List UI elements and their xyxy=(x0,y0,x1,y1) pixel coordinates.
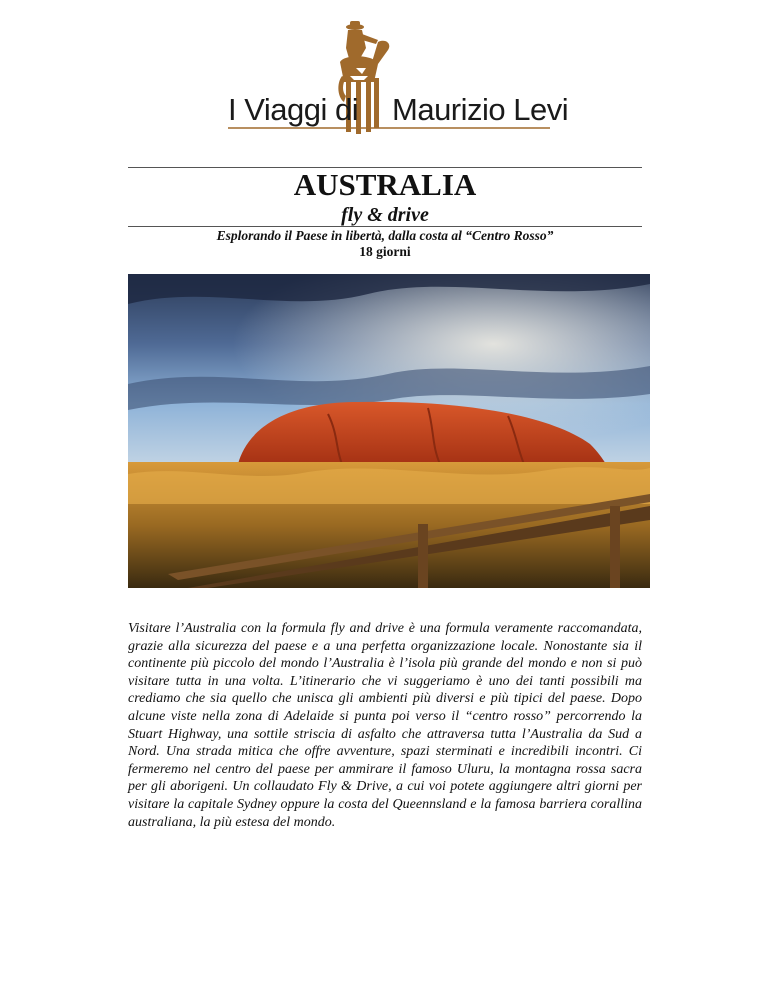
page-subtitle: fly & drive xyxy=(341,204,429,226)
logo-text-right: Maurizio Levi xyxy=(392,92,569,127)
uluru-photo xyxy=(128,274,650,588)
page-title: AUSTRALIA xyxy=(293,167,477,202)
logo-text-left: I Viaggi di xyxy=(228,92,359,127)
uluru-icon xyxy=(128,274,650,588)
tagline: Esplorando il Paese in libertà, dalla costa al “Centro Rosso” xyxy=(216,228,554,243)
subtitle-divider xyxy=(128,226,642,227)
intro-paragraph: Visitare l’Australia con la formula fly and drive è una formula veramente raccomandata, grazie alla sicurezza del paese e a una perfetta organizzazione locale. Nonostante sia il continente più piccolo del mondo l’Australia è l’isola più grande del mondo e non si può visitare tutta in una volta. L’itinerario che vi suggeriamo è uno dei tanti possibili ma crediamo che sia quello che unisca gli ambienti più diversi e più tipici del paese. Dopo alcune viste nella zona di Adelaide si punta poi verso il “centro rosso” percorrendo la Stuart Highway, una sottile striscia di asfalto che attraversa tutta l’Australia da Sud a Nord. Una strada mitica che offre avventure, spazi sterminati e incredibili incontri. Ci fermeremo nel centro del paese per ammirare il famoso Uluru, la montagna rossa sacra per gli aborigeni. Un collaudato Fly & Drive, a cui voi potete aggiungere altri giorni per visitare la capitale Sydney oppure la costa del Queennsland e la famosa barriera corallina australiana, la più estesa del mondo. xyxy=(128,621,642,830)
brand-logo xyxy=(228,18,569,140)
trip-duration: 18 giorni xyxy=(359,244,411,259)
